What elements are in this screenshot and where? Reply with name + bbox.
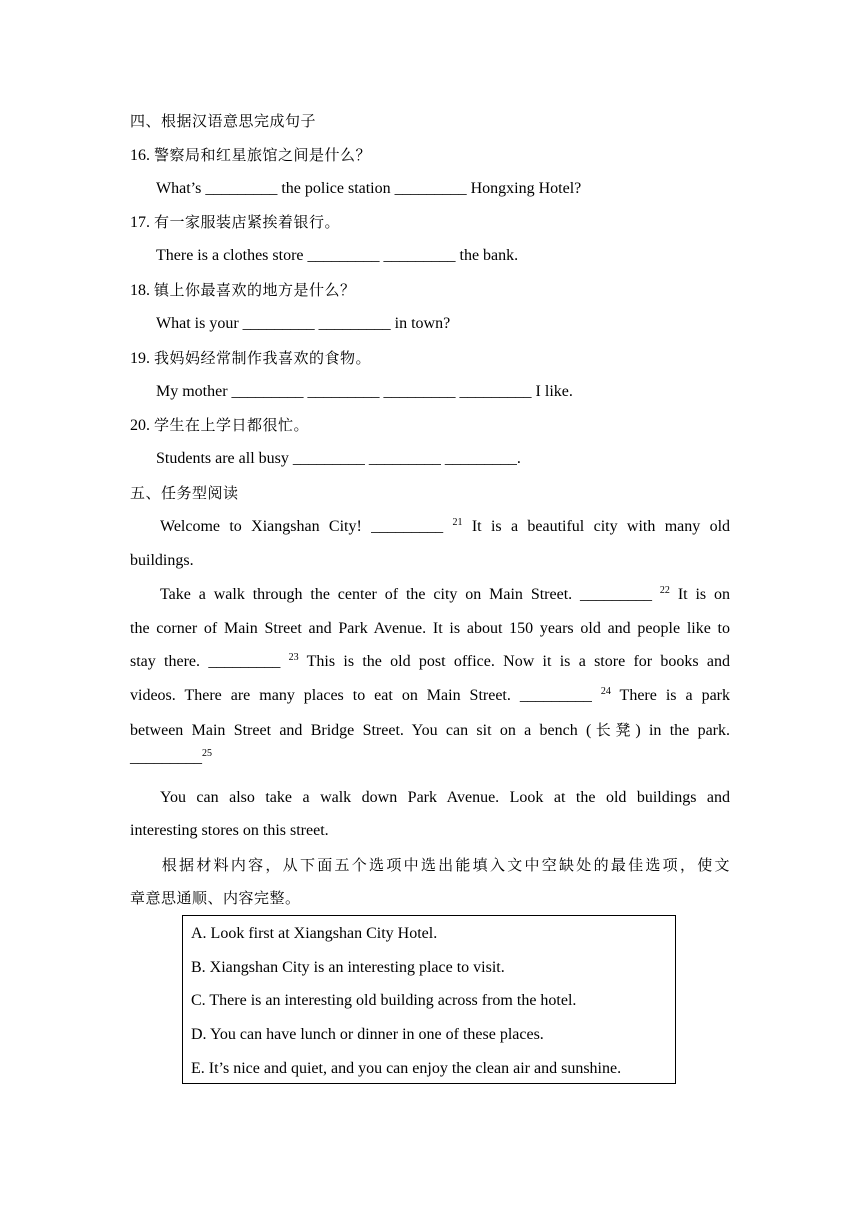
passage-line: the corner of Main Street and Park Avenue. It is about 150 years old and people like to xyxy=(130,620,730,637)
question-chinese: 有一家服装店紧挨着银行。 xyxy=(154,213,341,231)
section-heading-5: 五、任务型阅读 xyxy=(130,484,239,502)
question-number: 17. xyxy=(130,214,150,231)
passage-line: Take a walk through the center of the city on Main Street. _________ $^{22}$ It is on xyxy=(160,585,731,603)
blank: _________ xyxy=(519,687,592,704)
blank-number: 21 xyxy=(452,517,463,528)
passage-line: Welcome to Xiangshan City! _________ $^{21}$ It is a beautiful city with many old xyxy=(160,517,731,535)
question-number: 16. xyxy=(130,147,150,164)
passage-line xyxy=(130,748,730,768)
passage-line: You can also take a walk down Park Avenue. Look at the old buildings and xyxy=(160,789,730,806)
answer-line-17: There is a clothes store _________ _________ the bank. xyxy=(156,247,519,264)
question-17 xyxy=(130,212,730,233)
blank-number: 25 xyxy=(202,748,212,759)
blank: _________ xyxy=(208,653,281,670)
question-chinese: 镇上你最喜欢的地方是什么？ xyxy=(154,281,356,299)
answer-line-18: What is your _________ _________ in town? xyxy=(156,315,451,332)
blank-number: 23 xyxy=(288,652,299,663)
options-box xyxy=(182,915,676,1084)
question-number: 18. xyxy=(130,282,150,299)
section-heading-4: 四、根据汉语意思完成句子 xyxy=(130,112,317,130)
question-chinese: 我妈妈经常制作我喜欢的食物。 xyxy=(154,349,372,367)
question-chinese: 学生在上学日都很忙。 xyxy=(154,416,310,434)
passage-line: videos. There are many places to eat on Main Street. _________ $^{24}$ There is a park xyxy=(130,686,731,704)
blank-number: 22 xyxy=(659,585,670,596)
blank: _________ xyxy=(130,749,202,766)
option-b: B. Xiangshan City is an interesting place to visit. xyxy=(191,959,505,976)
answer-line-16: What’s _________ the police station _________ Hongxing Hotel? xyxy=(156,180,582,197)
option-d: D. You can have lunch or dinner in one of these places. xyxy=(191,1026,544,1043)
question-18 xyxy=(130,280,730,301)
answer-line-20: Students are all busy _________ _________ _________. xyxy=(156,450,521,467)
blank: _________ xyxy=(371,518,444,535)
question-19 xyxy=(130,348,730,369)
passage-line: between Main Street and Bridge Street. You can sit on a bench (长凳) in the park. xyxy=(130,721,731,739)
question-16 xyxy=(130,145,730,166)
question-chinese: 警察局和红星旅馆之间是什么？ xyxy=(154,146,372,164)
question-number: 20. xyxy=(130,417,150,434)
question-number: 19. xyxy=(130,350,150,367)
blank-number: 24 xyxy=(600,686,611,697)
passage-line: buildings. xyxy=(130,552,194,569)
passage-line: stay there. _________ $^{23}$ This is the old post office. Now it is a store for books and xyxy=(130,652,731,670)
question-20 xyxy=(130,415,730,436)
answer-line-19: My mother _________ _________ _________ _________ I like. xyxy=(156,383,573,400)
instruction-line: 章意思通顺、内容完整。 xyxy=(130,889,301,907)
instruction-line: 根据材料内容，从下面五个选项中选出能填入文中空缺处的最佳选项，使文 xyxy=(160,856,730,874)
passage-line: interesting stores on this street. xyxy=(130,822,329,839)
blank: _________ xyxy=(580,586,653,603)
option-a: A. Look first at Xiangshan City Hotel. xyxy=(191,925,438,942)
option-c: C. There is an interesting old building across from the hotel. xyxy=(191,992,577,1009)
option-e: E. It’s nice and quiet, and you can enjoy the clean air and sunshine. xyxy=(191,1060,622,1077)
